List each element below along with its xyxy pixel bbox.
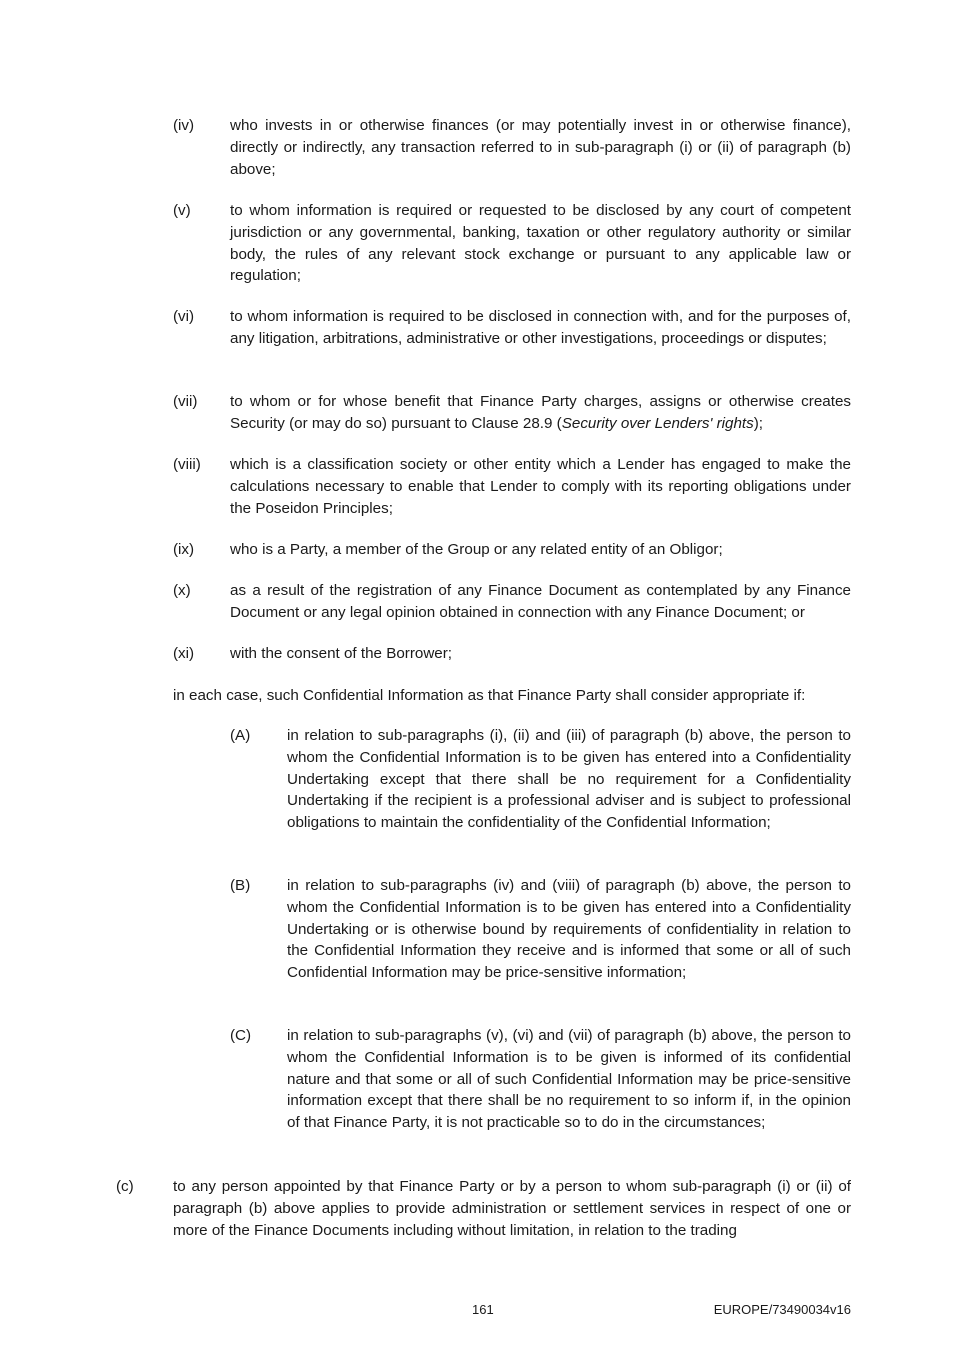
item-text: to whom information is required or requested to be disclosed by any court of competent jurisdiction or any governmental, banking, taxation or other regulatory authority or similar body, the rules of any relevant stock exchange or pursuant to any applicable law or regulation; xyxy=(230,202,851,285)
item-number: (B) xyxy=(230,877,251,894)
item-text: to whom information is required to be disclosed in connection with, and for the purposes of, any litigation, arbitrations, administrative or other investigations, proceedings or disputes; xyxy=(230,308,851,347)
item-number: (c) xyxy=(116,1178,134,1195)
item-text xyxy=(230,391,851,435)
item-text: which is a classification society or other entity which a Lender has engaged to make the calculations necessary to enable that Lender to comply with its reporting obligations under the Poseidon Principles; xyxy=(230,456,851,517)
item-text: in relation to sub-paragraphs (i), (ii) and (iii) of paragraph (b) above, the person to whom the Confidential Information is to be given has entered into a Confidentiality Undertaking except that there shall be no requirement for a Confidentiality Undertaking if the recipient is a professional adviser and is subject to professional obligations to maintain the confidentiality of the Confidential Information; xyxy=(287,727,851,832)
item-text-part: to whom or for whose benefit that Finance Party charges, assigns or otherwise creates Security (or may do so) pursuant to Clause 28.9 ( xyxy=(230,393,851,432)
clause-reference: Security over Lenders' rights xyxy=(561,414,754,432)
item-number: (ix) xyxy=(173,541,195,558)
item-text: with the consent of the Borrower; xyxy=(230,645,453,662)
item-number: (C) xyxy=(230,1027,252,1044)
item-text: in relation to sub-paragraphs (iv) and (viii) of paragraph (b) above, the person to whom the Confidential Information is to be given has entered into a Confidentiality Undertaking or is otherwise bound by requirements of confidentiality in relation to the Confidential Information they receive and is informed that some or all of such Confidential Information may be price-sensitive information; xyxy=(287,877,851,982)
document-reference: EUROPE/73490034v16 xyxy=(713,1302,851,1317)
page-number: 161 xyxy=(472,1302,494,1317)
item-number: (v) xyxy=(173,202,191,219)
item-text: as a result of the registration of any Finance Document as contemplated by any Finance Document or any legal opinion obtained in connection with any Finance Document; or xyxy=(230,582,851,621)
item-number: (vii) xyxy=(173,393,198,410)
item-number: (viii) xyxy=(173,456,201,473)
intro-paragraph: in each case, such Confidential Information as that Finance Party shall consider appropriate if: xyxy=(173,687,806,704)
item-text-part: ); xyxy=(753,414,764,432)
item-text: who invests in or otherwise finances (or may potentially invest in or otherwise finance), directly or indirectly, any transaction referred to in sub-paragraph (i) or (ii) of paragraph (b) above; xyxy=(230,117,851,178)
item-number: (vi) xyxy=(173,308,195,325)
item-number: (xi) xyxy=(173,645,195,662)
item-text: in relation to sub-paragraphs (v), (vi) and (vii) of paragraph (b) above, the person to whom the Confidential Information is to be given is informed of its confidential nature and that some or all of such Confidential Information may be price-sensitive information except that there shall be no requirement to so inform if, in the opinion of that Finance Party, it is not practicable so to do in the circumstances; xyxy=(287,1027,851,1132)
item-number: (x) xyxy=(173,582,191,599)
item-text: who is a Party, a member of the Group or any related entity of an Obligor; xyxy=(230,541,723,558)
item-text: to any person appointed by that Finance Party or by a person to whom sub-paragraph (i) or (ii) of paragraph (b) above applies to provide administration or settlement services in respect of one or more of the Finance Documents including without limitation, in relation to the trading xyxy=(173,1178,851,1239)
item-number: (A) xyxy=(230,727,251,744)
item-number: (iv) xyxy=(173,117,195,134)
